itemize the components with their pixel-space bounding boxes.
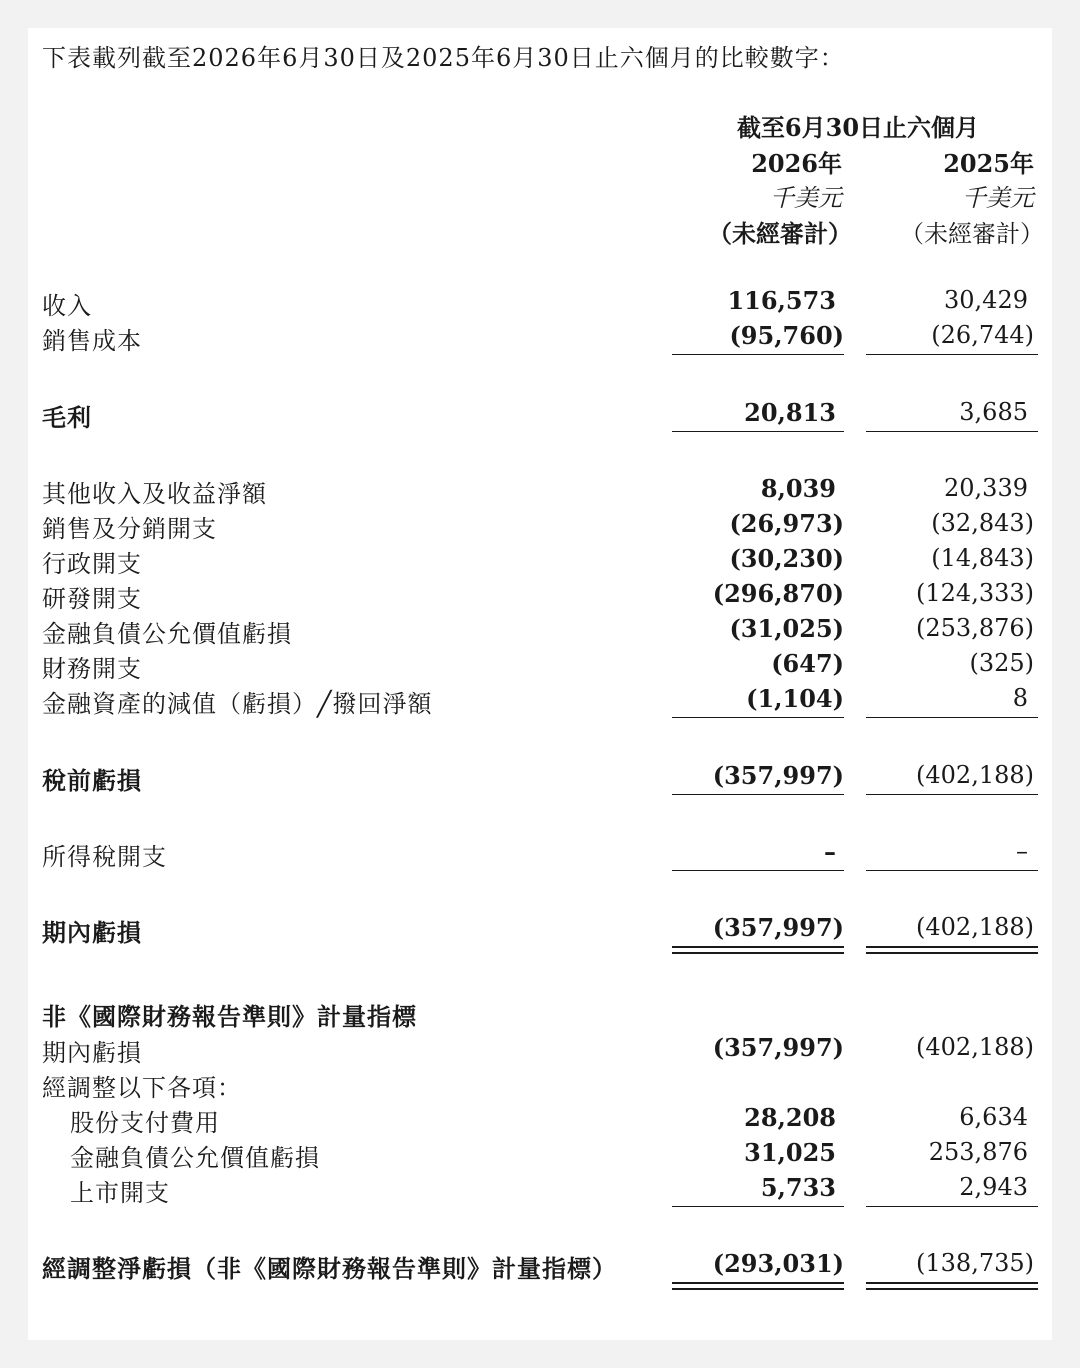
table-row (28, 1138, 1052, 1170)
value-2026: (30,230) (729, 544, 844, 573)
row-label: 期內虧損 (42, 918, 142, 947)
row-label: 股份支付費用 (70, 1109, 220, 1137)
rule-line (866, 794, 1038, 795)
rule-line (672, 870, 844, 871)
row-label: 行政開支 (42, 550, 142, 578)
table-row (28, 286, 1052, 318)
value-2026: 31,025 (744, 1138, 836, 1167)
rule-line (672, 431, 844, 432)
intro-text: 下表載列截至2026年6月30日及2025年6月30日止六個月的比較數字： (42, 44, 845, 72)
value-2026: 5,733 (760, 1173, 836, 1202)
table-row (28, 913, 1052, 945)
value-2025: 6,634 (959, 1103, 1028, 1131)
row-label: 非《國際財務報告準則》計量指標 (42, 1002, 417, 1031)
row-label: 經調整淨虧損（非《國際財務報告準則》計量指標） (42, 1254, 617, 1283)
value-2026: 20,813 (744, 398, 836, 427)
row-label: 研發開支 (42, 585, 142, 613)
col1-year: 2026年 (751, 149, 842, 178)
value-2025: (325) (969, 649, 1034, 677)
value-2025: (253,876) (916, 614, 1034, 642)
table-row (28, 614, 1052, 646)
double-rule-line (866, 946, 1038, 948)
rule-line (866, 354, 1038, 355)
double-rule-line (672, 1288, 844, 1290)
rule-line (866, 717, 1038, 718)
value-2026: 28,208 (744, 1103, 836, 1132)
double-rule-line (866, 1282, 1038, 1284)
row-label: 稅前虧損 (42, 766, 142, 795)
rule-line (672, 354, 844, 355)
value-2026: (1,104) (746, 684, 844, 713)
row-label: 其他收入及收益淨額 (42, 480, 267, 508)
col1-note: （未經審計） (708, 219, 852, 248)
value-2025: (32,843) (931, 509, 1034, 537)
table-row (28, 1103, 1052, 1135)
table-row (28, 474, 1052, 506)
table-row (28, 761, 1052, 793)
value-2025: (402,188) (916, 913, 1034, 941)
row-label: 上市開支 (70, 1179, 170, 1207)
value-2026: (357,997) (712, 761, 844, 790)
period-header: 截至6月30日止六個月 (736, 113, 980, 142)
value-2026: (293,031) (712, 1249, 844, 1278)
table-row (28, 579, 1052, 611)
rule-line (866, 431, 1038, 432)
row-label: 金融負債公允價值虧損 (70, 1144, 320, 1172)
col2-note: （未經審計） (900, 220, 1044, 248)
double-rule-line (672, 952, 844, 954)
value-2025: (402,188) (916, 1033, 1034, 1061)
row-label: 經調整以下各項： (42, 1074, 242, 1102)
row-label: 金融負債公允價值虧損 (42, 620, 292, 648)
value-2025: 8 (1012, 684, 1028, 712)
value-2026: (647) (771, 649, 844, 678)
table-row (28, 321, 1052, 353)
value-2025: (14,843) (931, 544, 1034, 572)
table-row (28, 398, 1052, 430)
row-label: 財務開支 (42, 655, 142, 683)
row-label: 銷售及分銷開支 (42, 515, 217, 543)
row-label: 收入 (42, 292, 92, 320)
rule-line (866, 870, 1038, 871)
value-2026: (357,997) (712, 913, 844, 942)
row-label: 期內虧損 (42, 1039, 142, 1067)
double-rule-line (866, 952, 1038, 954)
value-2025: 30,429 (944, 286, 1028, 314)
col2-year: 2025年 (943, 149, 1034, 178)
value-2026: (296,870) (712, 579, 844, 608)
value-2025: (138,735) (916, 1249, 1034, 1277)
value-2025: 3,685 (959, 398, 1028, 426)
table-row (28, 684, 1052, 716)
row-label: 銷售成本 (42, 327, 142, 355)
value-2025: (26,744) (931, 321, 1034, 349)
table-row (28, 649, 1052, 681)
value-2025: 2,943 (959, 1173, 1028, 1201)
double-rule-line (672, 946, 844, 948)
table-row (28, 1249, 1052, 1281)
table-row (28, 1173, 1052, 1205)
value-2025: (402,188) (916, 761, 1034, 789)
document-page (28, 28, 1052, 1340)
value-2026: (357,997) (712, 1033, 844, 1062)
value-2026: (26,973) (729, 509, 844, 538)
double-rule-line (672, 1282, 844, 1284)
row-label: 毛利 (42, 403, 92, 432)
value-2026: – (824, 837, 836, 866)
value-2025: – (1016, 837, 1028, 865)
table-row (28, 837, 1052, 869)
table-row (28, 544, 1052, 576)
value-2025: (124,333) (916, 579, 1034, 607)
table-row (28, 509, 1052, 541)
double-rule-line (866, 1288, 1038, 1290)
value-2026: 8,039 (760, 474, 836, 503)
value-2025: 253,876 (928, 1138, 1028, 1166)
rule-line (672, 794, 844, 795)
rule-line (672, 717, 844, 718)
value-2025: 20,339 (944, 474, 1028, 502)
value-2026: (95,760) (729, 321, 844, 350)
col1-unit: 千美元 (770, 184, 842, 212)
col2-unit: 千美元 (962, 184, 1034, 212)
row-label: 所得稅開支 (42, 843, 167, 871)
rule-line (672, 1206, 844, 1207)
value-2026: (31,025) (729, 614, 844, 643)
rule-line (866, 1206, 1038, 1207)
table-row (28, 1033, 1052, 1065)
value-2026: 116,573 (727, 286, 836, 315)
table-row (28, 1068, 1052, 1100)
section-heading (28, 997, 1052, 1029)
row-label: 金融資產的減值（虧損）╱撥回淨額 (42, 690, 433, 718)
